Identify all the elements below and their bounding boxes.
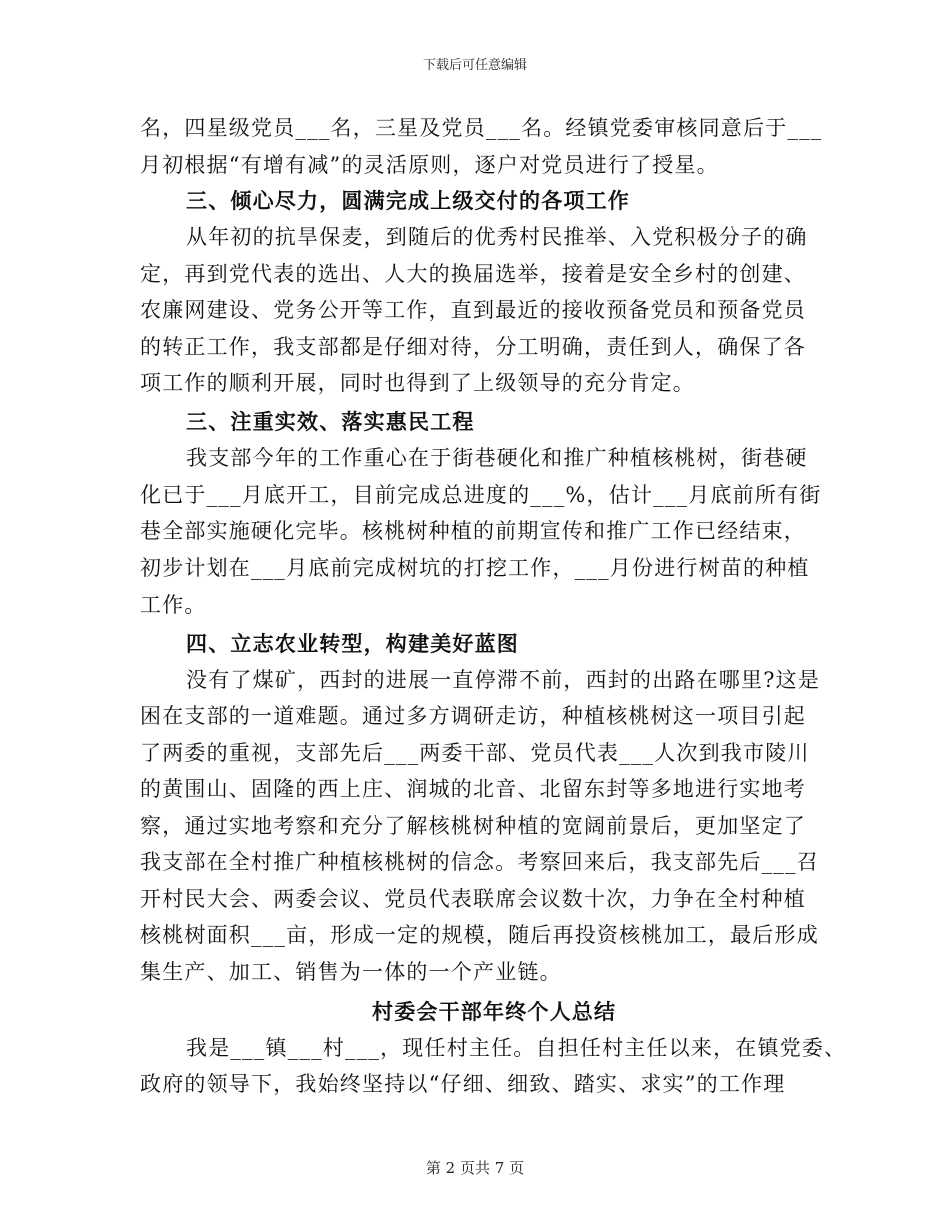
body-line: 名，四星级党员___名，三星及党员___名。经镇党委审核同意后于___ bbox=[140, 116, 823, 140]
body-line: 初步计划在___月底前完成树坑的打挖工作，___月份进行树苗的种植 bbox=[140, 556, 810, 580]
body-line: 的转正工作，我支部都是仔细对待，分工明确，责任到人，确保了各 bbox=[140, 335, 806, 359]
body-line: 政府的领导下，我始终坚持以“仔细、细致、踏实、求实”的工作理 bbox=[140, 1072, 786, 1096]
body-line: 项工作的顺利开展，同时也得到了上级领导的充分肯定。 bbox=[140, 371, 695, 395]
body-line: 从年初的抗旱保麦，到随后的优秀村民推举、入党积极分子的确 bbox=[186, 225, 808, 249]
section-heading: 三、注重实效、落实惠民工程 bbox=[186, 409, 475, 434]
body-line: 巷全部实施硬化完毕。核桃树种植的前期宣传和推广工作已经结束， bbox=[140, 519, 806, 543]
page-footer: 第 2 页共 7 页 bbox=[425, 1159, 525, 1177]
body-line: 察，通过实地考察和充分了解核桃树种植的宽阔前景后，更加坚定了 bbox=[140, 814, 806, 838]
body-line: 月初根据“有增有减”的灵活原则，逐户对党员进行了授星。 bbox=[140, 153, 719, 177]
body-line: 没有了煤矿，西封的进展一直停滞不前，西封的出路在哪里?这是 bbox=[186, 668, 821, 692]
document-title: 村委会干部年终个人总结 bbox=[372, 999, 617, 1024]
body-line: 我支部在全村推广种植核桃树的信念。考察回来后，我支部先后___召 bbox=[140, 850, 819, 874]
body-line: 开村民大会、两委会议、党员代表联席会议数十次，力争在全村种植 bbox=[140, 887, 806, 911]
body-line: 农廉网建设、党务公开等工作，直到最近的接收预备党员和预备党员 bbox=[140, 298, 806, 322]
page-header: 下载后可任意编辑 bbox=[422, 58, 527, 73]
section-heading: 四、立志农业转型，构建美好蓝图 bbox=[186, 631, 519, 656]
body-line: 我是___镇___村___，现任村主任。自担任村主任以来，在镇党委、 bbox=[186, 1036, 847, 1060]
body-line: 工作。 bbox=[140, 593, 207, 617]
body-line: 核桃树面积___亩，形成一定的规模，随后再投资核桃加工，最后形成 bbox=[140, 923, 819, 947]
body-line: 定，再到党代表的选出、人大的换届选举，接着是安全乡村的创建、 bbox=[140, 262, 806, 286]
body-line: 集生产、加工、销售为一体的一个产业链。 bbox=[140, 960, 562, 984]
body-line: 我支部今年的工作重心在于街巷硬化和推广种植核桃树，街巷硬 bbox=[186, 446, 808, 470]
body-line: 化已于___月底开工，目前完成总进度的___%，估计___月底前所有街 bbox=[140, 483, 822, 507]
body-line: 困在支部的一道难题。通过多方调研走访，种植核桃树这一项目引起 bbox=[140, 704, 806, 728]
section-heading: 三、倾心尽力，圆满完成上级交付的各项工作 bbox=[186, 188, 630, 213]
body-line: 了两委的重视，支部先后___两委干部、党员代表___人次到我市陵川 bbox=[140, 741, 810, 765]
body-line: 的黄围山、固隆的西上庄、润城的北音、北留东封等多地进行实地考 bbox=[140, 777, 806, 801]
